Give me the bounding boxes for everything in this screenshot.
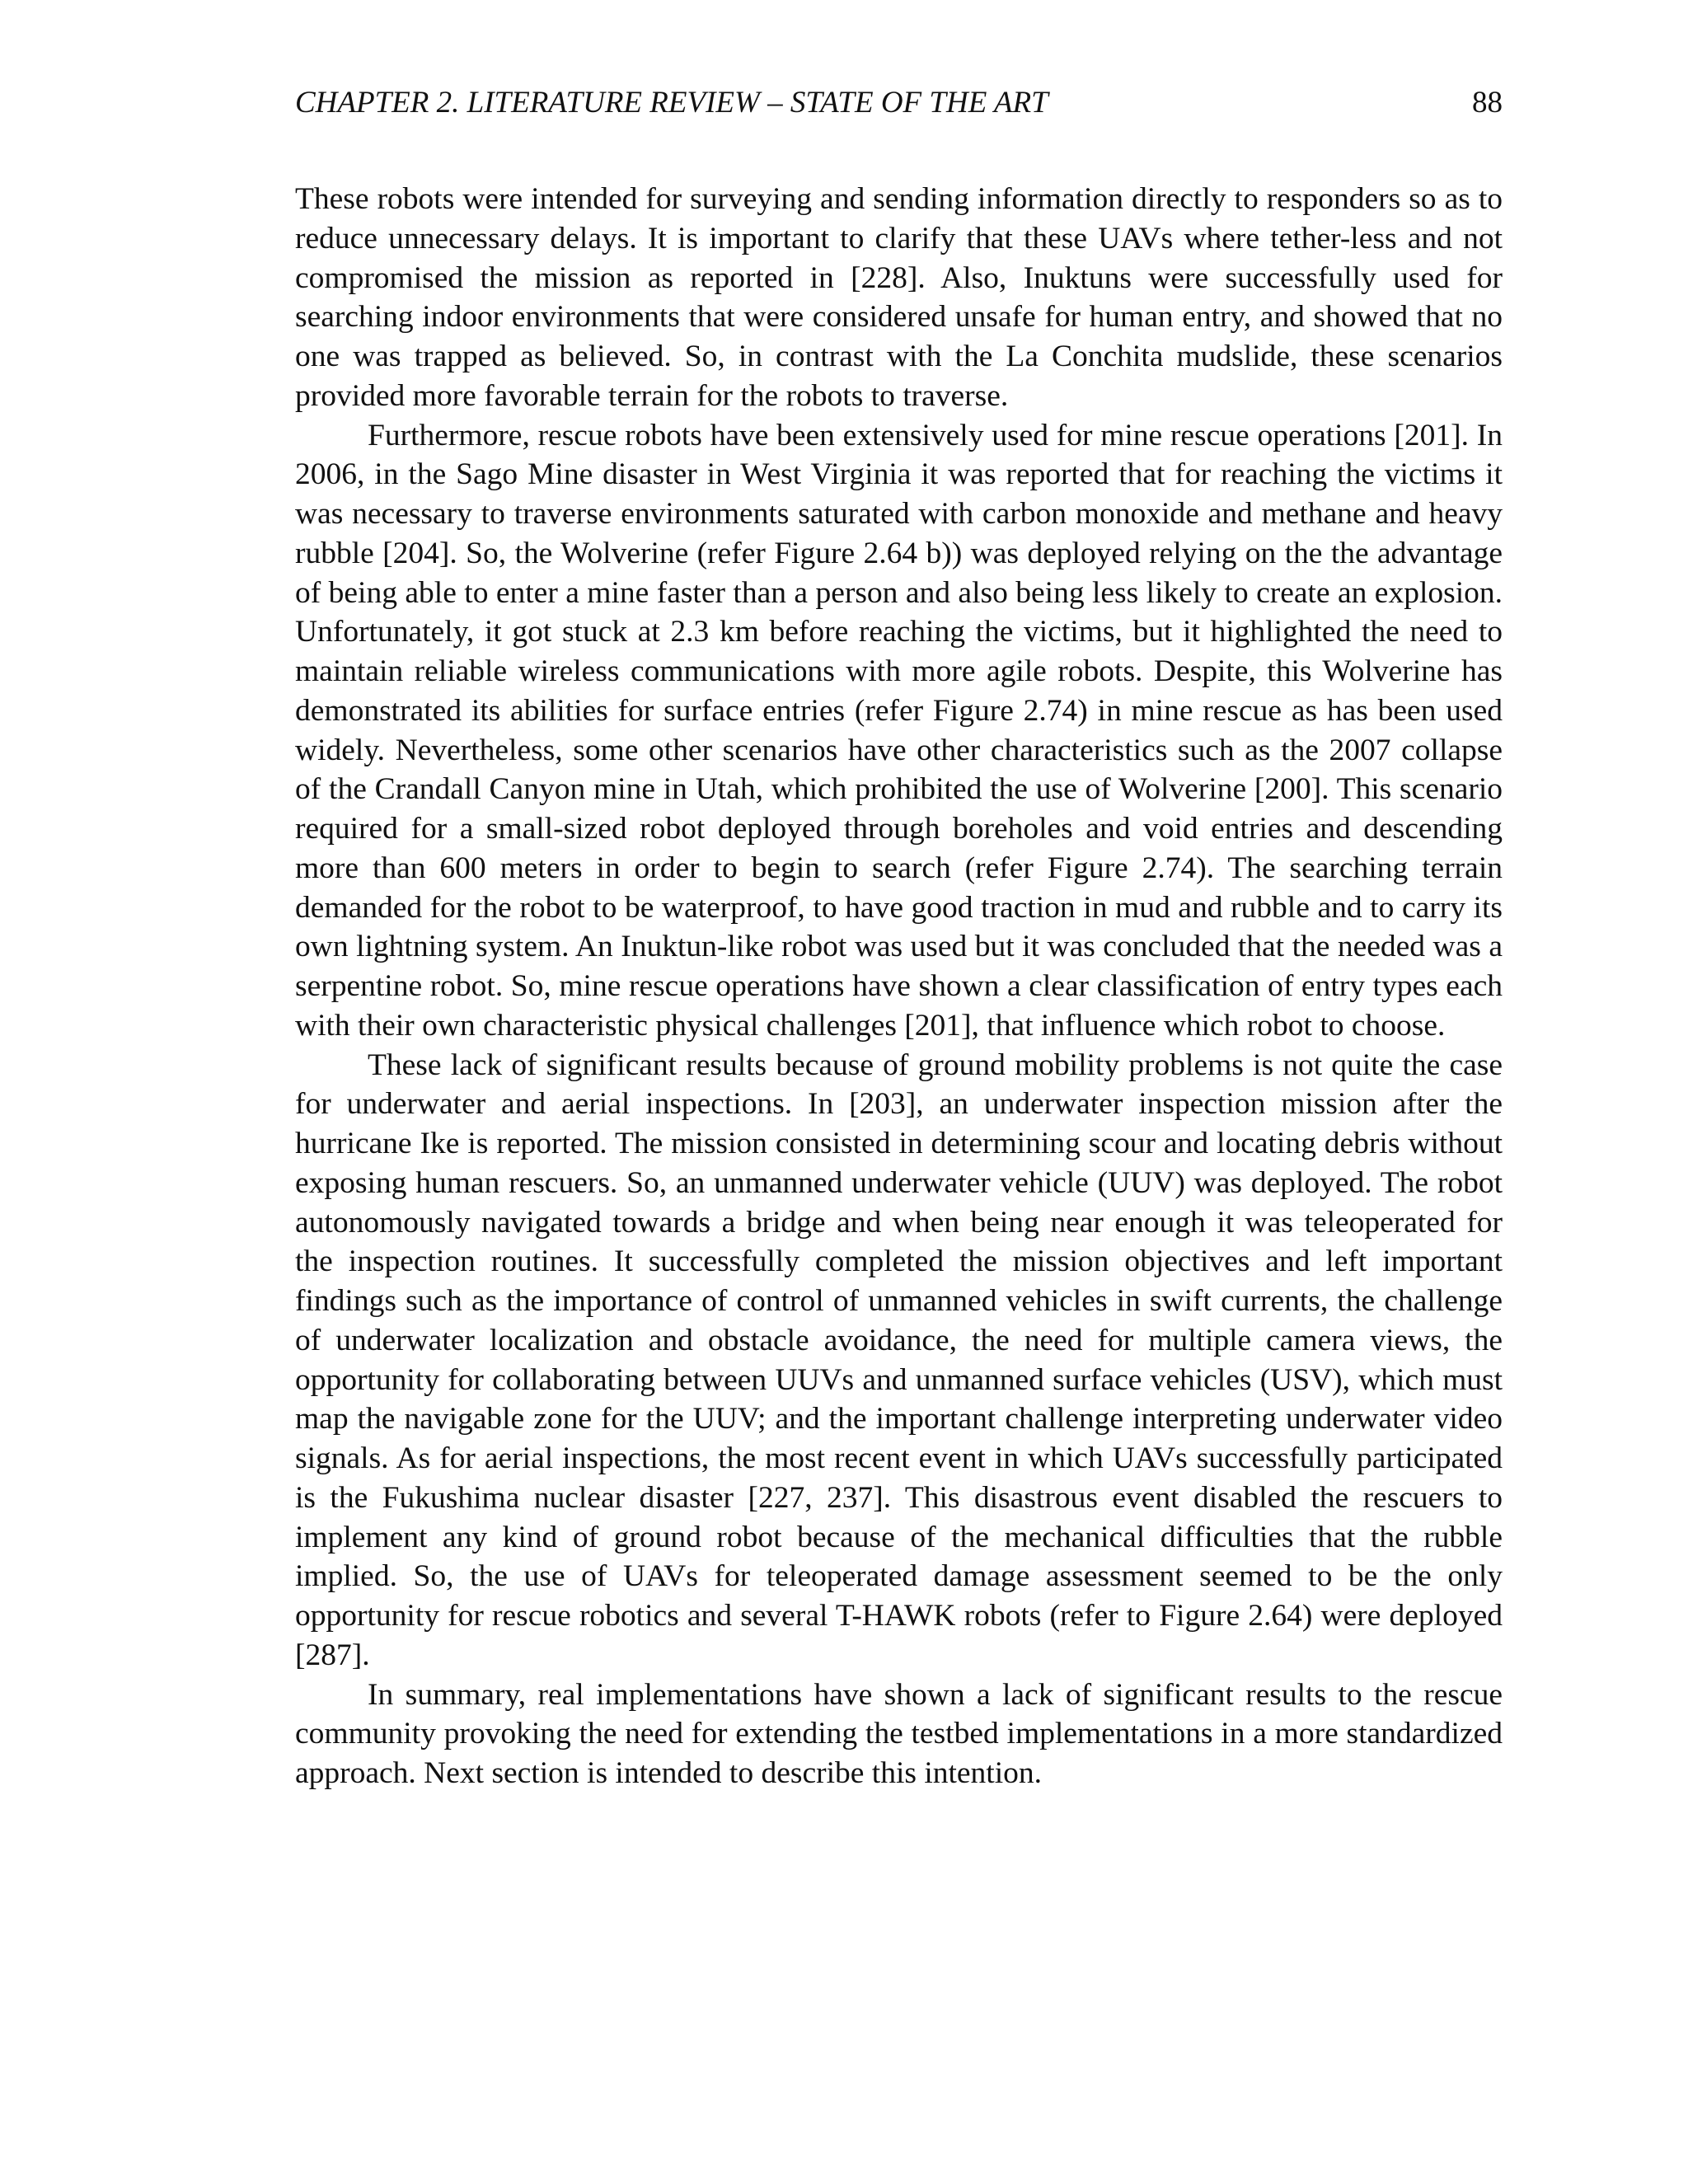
chapter-title: CHAPTER 2. LITERATURE REVIEW – STATE OF THE ART [295, 86, 1048, 120]
paragraph: In summary, real implementations have shown a lack of significant results to the rescue community provoking the need for extending the testbed implementations in a more standardized approach. Next section is intended to describe this intention. [295, 1677, 1503, 1790]
paragraph: Furthermore, rescue robots have been extensively used for mine rescue operations [201]. In 2006, in the Sago Mine disaster in West Virginia it was reported that for reaching the victims it was necessary to traverse environments saturated with carbon monoxide and methane and heavy rubble [204]. So, the Wolverine (refer Figure 2.64 b)) was deployed relying on the the advantage of being able to enter a mine faster than a person and also being less likely to create an explosion. Unfortunately, it got stuck at 2.3 km before reaching the victims, but it highlighted the need to maintain reliable wireless communications with more agile robots. Despite, this Wolverine has demonstrated its abilities for surface entries (refer Figure 2.74) in mine rescue as has been used widely. Nevertheless, some other scenarios have other characteristics such as the 2007 collapse of the Crandall Canyon mine in Utah, which prohibited the use of Wolverine [200]. This scenario required for a small-sized robot deployed through boreholes and void entries and descending more than 600 meters in order to begin to search (refer Figure 2.74). The searching terrain demanded for the robot to be waterproof, to have good traction in mud and rubble and to carry its own lightning system. An Inuktun-like robot was used but it was concluded that the needed was a serpentine robot. So, mine rescue operations have shown a clear classification of entry types each with their own characteristic physical challenges [201], that influence which robot to choose. [295, 418, 1503, 1043]
paragraph: These lack of significant results because of ground mobility problems is not quite the case for underwater and aerial inspections. In [203], an underwater inspection mission after the hurricane Ike is reported. The mission consisted in determining scour and locating debris without exposing human rescuers. So, an unmanned underwater vehicle (UUV) was deployed. The robot autonomously navigated towards a bridge and when being near enough it was teleoperated for the inspection routines. It successfully completed the mission objectives and left important findings such as the importance of control of unmanned vehicles in swift currents, the challenge of underwater localization and obstacle avoidance, the need for multiple camera views, the opportunity for collaborating between UUVs and unmanned surface vehicles (USV), which must map the navigable zone for the UUV; and the important challenge interpreting underwater video signals. As for aerial inspections, the most recent event in which UAVs successfully participated is the Fukushima nuclear disaster [227, 237]. This disastrous event disabled the rescuers to implement any kind of ground robot because of the mechanical difficulties that the rubble implied. So, the use of UAVs for teleoperated damage assessment seemed to be the only opportunity for rescue robotics and several T-HAWK robots (refer to Figure 2.64) were deployed [287]. [295, 1047, 1503, 1672]
paragraph: These robots were intended for surveying and sending information directly to responders so as to reduce unnecessary delays. It is important to clarify that these UAVs where tether-less and not compromised the mission as reported in [228]. Also, Inuktuns were successfully used for searching indoor environments that were considered unsafe for human entry, and showed that no one was trapped as believed. So, in contrast with the La Conchita mudslide, these scenarios provided more favorable terrain for the robots to traverse. [295, 182, 1503, 413]
body-text [295, 180, 1503, 1793]
page-number: 88 [1472, 86, 1503, 120]
running-header [295, 82, 1503, 124]
